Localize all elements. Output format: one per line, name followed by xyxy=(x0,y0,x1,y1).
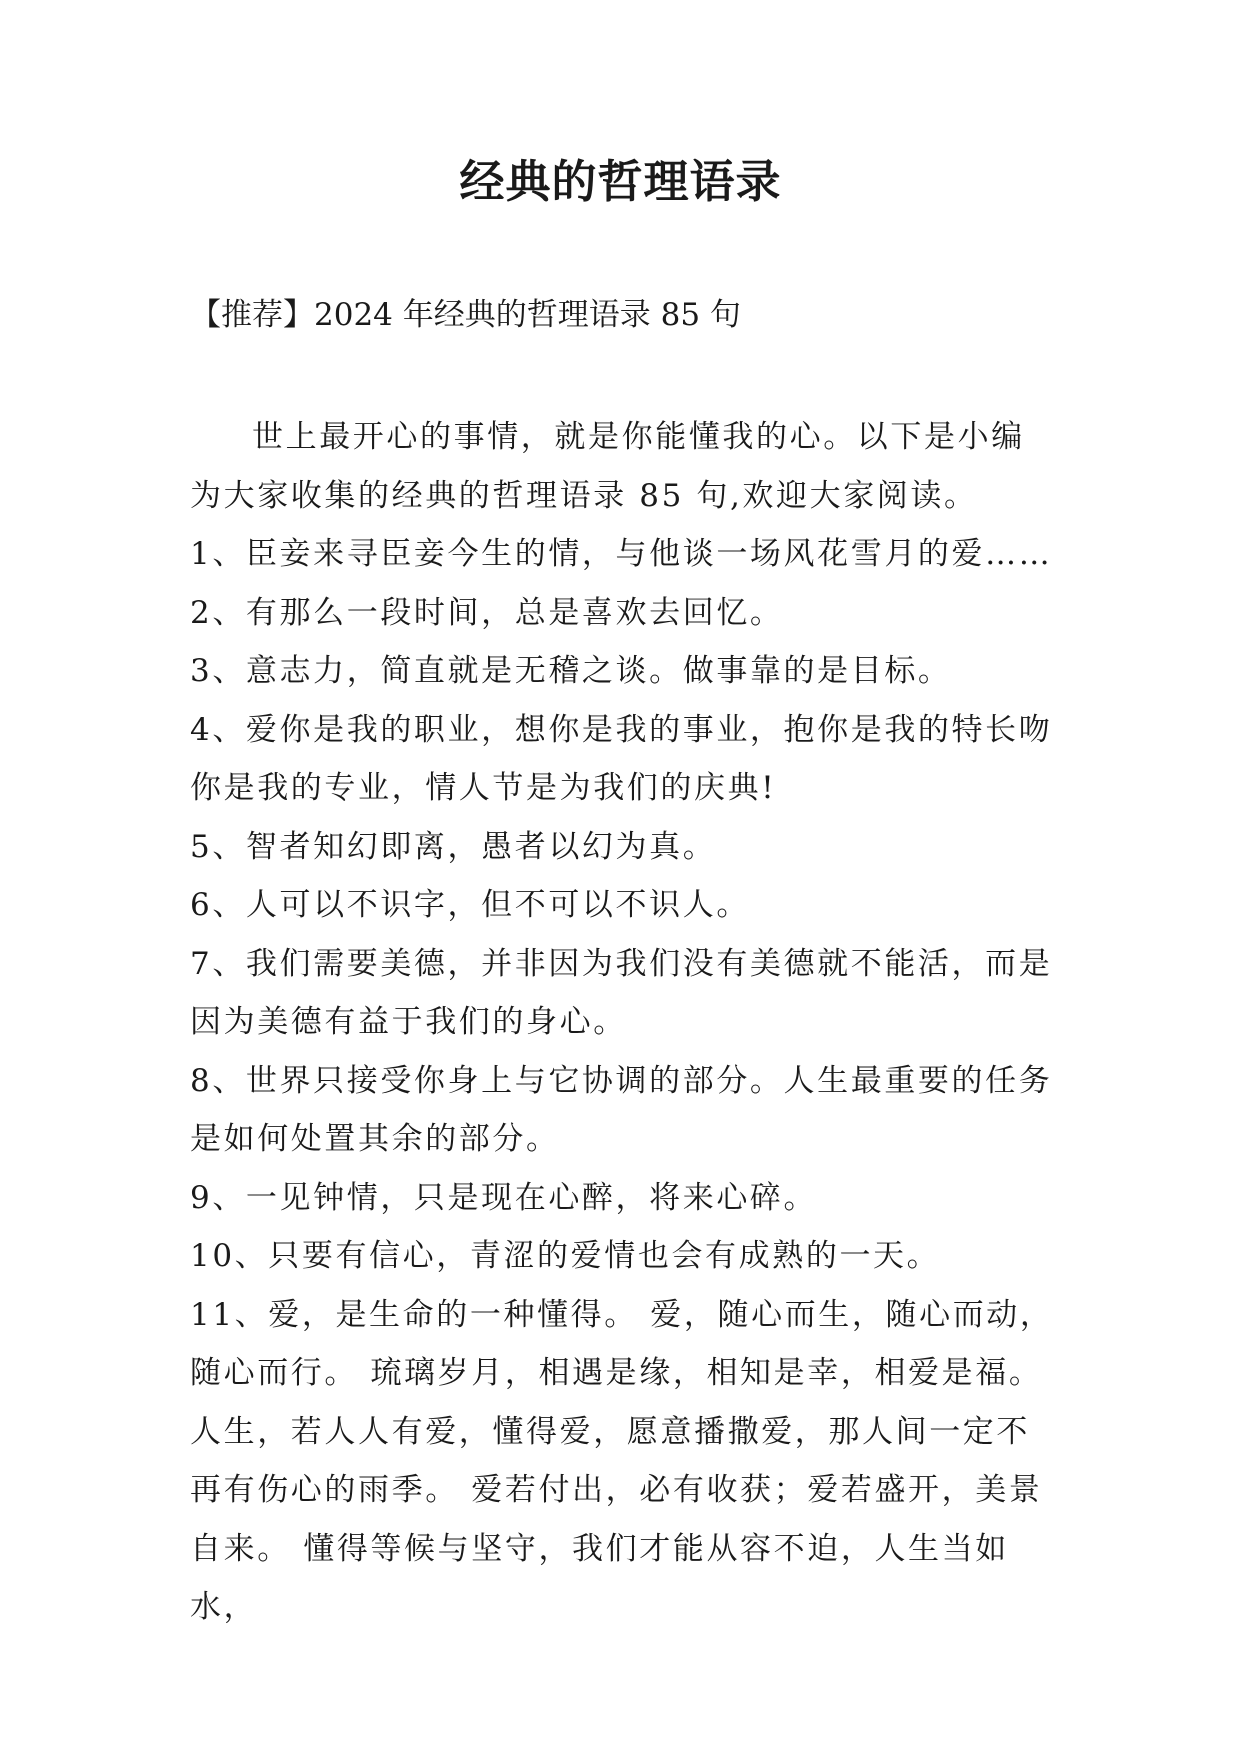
list-item: 4、爱你是我的职业，想你是我的事业，抱你是我的特长吻你是我的专业，情人节是为我们的庆典! xyxy=(190,711,1053,806)
list-item: 7、我们需要美德，并非因为我们没有美德就不能活，而是因为美德有益于我们的身心。 xyxy=(190,945,1053,1040)
list-item: 10、只要有信心，青涩的爱情也会有成熟的一天。 xyxy=(190,1238,941,1274)
document-body xyxy=(190,408,1058,1637)
list-item: 8、世界只接受你身上与它协调的部分。人生最重要的任务是如何处置其余的部分。 xyxy=(190,1062,1053,1157)
list-item: 2、有那么一段时间，总是喜欢去回忆。 xyxy=(190,594,784,631)
intro-paragraph: 世上最开心的事情，就是你能懂我的心。以下是小编为大家收集的经典的哲理语录 85 句,欢迎大家阅读。 xyxy=(190,419,1025,514)
list-item: 6、人可以不识字，但不可以不识人。 xyxy=(190,887,750,923)
list-item: 1、臣妾来寻臣妾今生的情，与他谈一场风花雪月的爱…… xyxy=(190,536,1053,572)
document-subtitle: 【推荐】2024 年经典的哲理语录 85 句 xyxy=(190,297,741,333)
list-item: 11、爱，是生命的一种懂得。 爱，随心而生，随心而动，随心而行。 琉璃岁月，相遇是缘，相知是幸，相爱是福。人生，若人人有爱，懂得爱，愿意播撒爱，那人间一定不再有伤心的雨季。 爱若付出，必有收获；爱若盛开，美景自来。 懂得等候与坚守，我们才能从容不迫，人生当如水， xyxy=(190,1296,1054,1625)
list-item: 5、智者知幻即离，愚者以幻为真。 xyxy=(190,828,717,865)
list-item: 3、意志力，简直就是无稽之谈。做事靠的是目标。 xyxy=(190,653,952,689)
document-title: 经典的哲理语录 xyxy=(459,155,782,208)
list-item: 9、一见钟情，只是现在心醉，将来心碎。 xyxy=(190,1179,818,1216)
